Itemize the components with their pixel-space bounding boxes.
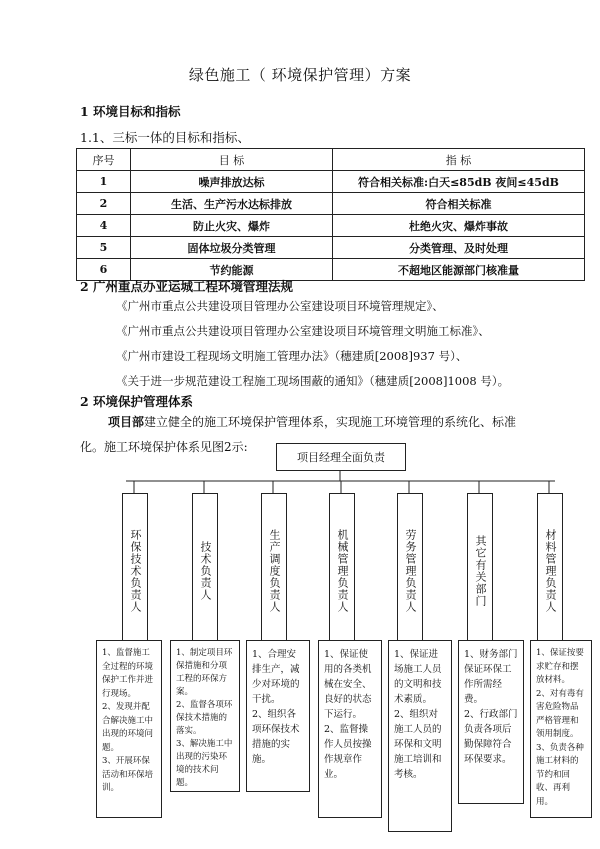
header-no: 序号 — [77, 149, 131, 171]
duty-labor: 1、保证进场施工人员的文明和技术素质。 2、组织对施工人员的环保和文明施工培训和考核。 — [388, 640, 452, 832]
cell-no: 2 — [77, 193, 131, 215]
dept-machinery: 机械管理负责人 — [329, 493, 355, 649]
cell-indicator: 不超地区能源部门核准量 — [333, 259, 585, 281]
paragraph-bold: 项目部 — [108, 415, 145, 429]
duty-materials: 1、保证按要求贮存和摆放材料。 2、对有毒有害危险物品严格管理和领用制度。 3、负责各种施工材料的节约和回收、再利用。 — [530, 640, 592, 818]
law-item: 《广州市重点公共建设项目管理办公室建设项目环境管理文明施工标准》、 — [116, 324, 490, 338]
section1-heading: 1 环境目标和指标 — [80, 104, 181, 119]
cell-no: 5 — [77, 237, 131, 259]
cell-goal: 固体垃圾分类管理 — [131, 237, 333, 259]
law-item: 《关于进一步规范建设工程施工现场围蔽的通知》（穗建质[2008]1008 号）。 — [116, 374, 510, 388]
dept-env-tech: 环保技术负责人 — [122, 493, 148, 649]
cell-indicator: 符合相关标准 — [333, 193, 585, 215]
section2-heading: 2 广州重点办亚运城工程环境管理法规 — [80, 279, 294, 294]
duty-production: 1、合理安排生产，减少对环境的干扰。 2、组织各项环保技术措施的实施。 — [246, 640, 310, 792]
law-item: 《广州市重点公共建设项目管理办公室建设项目环境管理规定》、 — [116, 299, 444, 313]
duty-tech: 1、制定项目环保措施和分项工程的环保方案。 2、监督各项环保技术措施的落实。 3、解决施工中出现的污染环境的技术问题。 — [170, 640, 240, 792]
cell-indicator: 分类管理、及时处理 — [333, 237, 585, 259]
cell-goal: 噪声排放达标 — [131, 171, 333, 193]
dept-labor: 劳务管理负责人 — [397, 493, 423, 649]
cell-goal: 生活、生产污水达标排放 — [131, 193, 333, 215]
law-item: 《广州市建设工程现场文明施工管理办法》（穗建质[2008]937 号）、 — [116, 349, 468, 363]
cell-no: 4 — [77, 215, 131, 237]
cell-indicator: 杜绝火灾、爆炸事故 — [333, 215, 585, 237]
duty-machinery: 1、保证使用的各类机械在安全、良好的状态下运行。 2、监督操作人员按操作规章作业。 — [318, 640, 382, 818]
dept-tech: 技术负责人 — [192, 493, 218, 649]
section1-subheading: 1.1、三标一体的目标和指标、 — [80, 130, 250, 145]
dept-materials: 材料管理负责人 — [537, 493, 563, 649]
cell-no: 1 — [77, 171, 131, 193]
section3-heading: 2 环境保护管理体系 — [80, 394, 194, 409]
project-manager-box: 项目经理全面负责 — [276, 443, 406, 471]
cell-no: 6 — [77, 259, 131, 281]
document-title: 绿色施工（ 环境保护管理）方案 — [188, 66, 412, 84]
cell-goal: 节约能源 — [131, 259, 333, 281]
duty-env-tech: 1、监督施工全过程的环境保护工作并进行现场。 2、发现并配合解决施工中出现的环境问题。 3、开展环保活动和环保培训。 — [96, 640, 162, 818]
dept-production: 生产调度负责人 — [261, 493, 287, 649]
header-goal: 目 标 — [131, 149, 333, 171]
header-indicator: 指 标 — [333, 149, 585, 171]
dept-other: 其它有关部门 — [467, 493, 493, 649]
paragraph-line1: 建立健全的施工环境保护管理体系，实现施工环境管理的系统化、标准 — [144, 415, 517, 429]
cell-goal: 防止火灾、爆炸 — [131, 215, 333, 237]
duty-other: 1、财务部门保证环保工作所需经费。 2、行政部门负责各项后勤保障符合环保要求。 — [458, 640, 524, 804]
paragraph-line2: 化。施工环境保护体系见图2示: — [80, 440, 248, 454]
cell-indicator: 符合相关标准:白天≤85dB 夜间≤45dB — [333, 171, 585, 193]
